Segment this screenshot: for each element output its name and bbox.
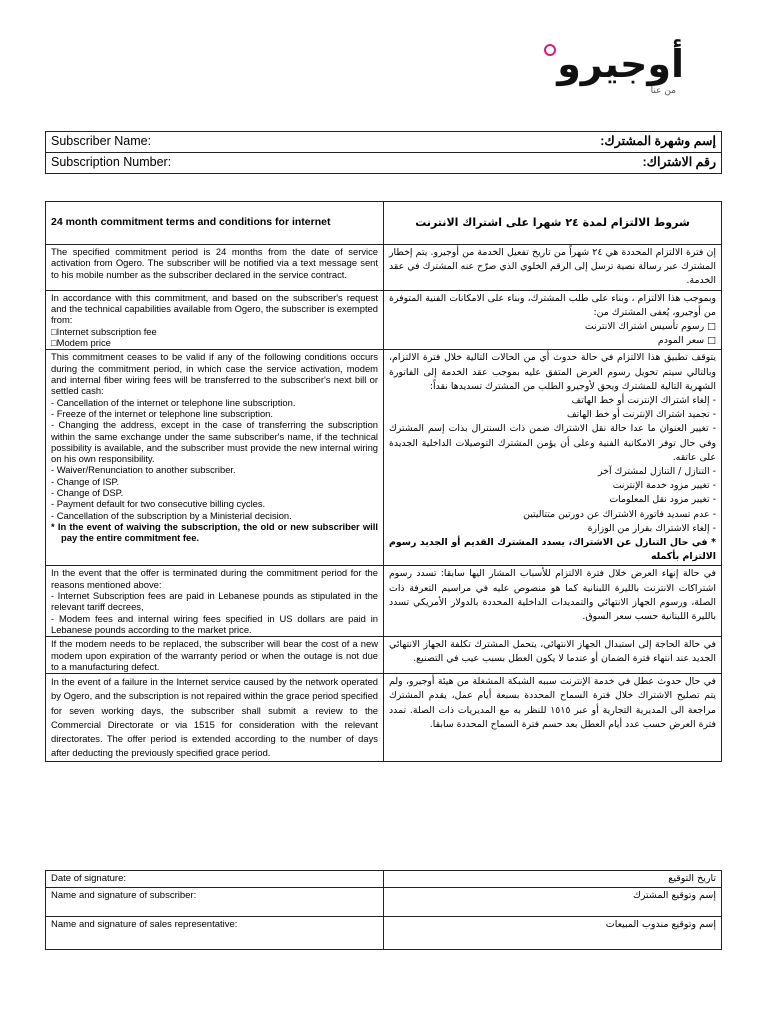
list-item: - Payment default for two consecutive billing cycles. (51, 498, 266, 510)
conditions-ar (384, 350, 722, 566)
subscriber-info-table (45, 131, 722, 174)
signature-date-label: Date of signature: (46, 871, 384, 888)
sales-rep-signature-label: Name and signature of sales representative: (46, 917, 384, 950)
terms-row-period (46, 245, 722, 291)
subscriber-signature-label: Name and signature of subscriber: (46, 888, 384, 917)
failure-en: In the event of a failure in the Internet service caused by the network operated by Ogero, and the subscription is not repaired within the grace period specified for seven working days, the subscriber shall submit a review to the Commercial Directorate or via 1515 for consideration with the relevant directorates. The offer period is extended according to the number of days after deducting the previously specified grace period. (46, 674, 384, 762)
list-item: - Cancellation of the internet or telephone line subscription. (51, 396, 296, 408)
waiver-note-ar (389, 536, 716, 564)
list-item: - تغيير العنوان ما عدا حالة نقل الاشتراك ضمن ذات السنترال بذات إسم المشترك وفي حال توفر الامكانية الفنية وعلى أن يؤمن المشترك التوصيلات الداخلية الجديدة على عاتقه. (389, 423, 716, 463)
list-item: - تجميد اشتراك الإنترنت أو خط الهاتف (566, 409, 716, 421)
exemption-intro-ar: وبموجب هذا الالتزام ، وبناء على طلب المشترك، وبناء على الامكانات الفنية المتوفرة من أوجيرو، يُعفى المشترك من: (389, 292, 716, 318)
ogero-logo (554, 42, 684, 102)
waiver-note-ar-text: في حال التنازل عن الاشتراك، يسدد المشترك القديم أو الجديد رسوم الالتزام بأكمله (389, 537, 716, 563)
exemption-item-en: □Modem price (51, 336, 111, 348)
list-item: - إلغاء الاشتراك بقرار من الوزارة (587, 522, 716, 534)
asterisk-icon: * (707, 537, 716, 549)
list-item: - تغيير مزود خدمة الإنترنت (612, 480, 716, 492)
list-item: - التنازل / التنازل لمشترك آخر (597, 466, 716, 478)
termination-en (46, 566, 384, 637)
exemption-intro-en: In accordance with this commitment, and based on the subscriber's request and the technical capabilities available from Ogero, the subscriber is exempted from: (51, 291, 378, 326)
subscription-number-label-ar: رقم الاشتراك: (384, 153, 722, 174)
conditions-list-en (51, 397, 378, 521)
termination-intro-en: In the event that the offer is terminated during the commitment period for the reasons mentioned above: (51, 567, 378, 590)
list-item: - Modem fees and internal wiring fees specified in US dollars are paid in Lebanese pounds according to the market price. (51, 612, 378, 635)
subscriber-signature-label-ar: إسم وتوقيع المشترك (384, 888, 722, 917)
sales-rep-signature-label-ar: إسم وتوقيع مندوب المبيعات (384, 917, 722, 950)
subscription-number-label: Subscription Number: (46, 153, 384, 174)
terms-title-ar: شروط الالتزام لمدة ٢٤ شهرا على اشتراك الانترنت (384, 202, 722, 245)
list-item: - Cancellation of the subscription by a Ministerial decision. (51, 509, 292, 521)
terms-title-row (46, 202, 722, 245)
sales-rep-signature-row (46, 917, 722, 950)
terms-table (45, 201, 722, 762)
signature-table (45, 870, 722, 950)
waiver-note-en (51, 521, 378, 544)
list-item: - Freeze of the internet or telephone line subscription. (51, 407, 274, 419)
exemption-item-ar: □ رسوم تأسيس اشتراك الانترنت (584, 321, 716, 333)
terms-title-en: 24 month commitment terms and conditions for internet (46, 202, 384, 245)
exemption-item-ar: □ سعر المودم (657, 335, 716, 347)
failure-ar: في حال حدوث عطل في خدمة الإنترنت سببه الشبكة المشغلة من هيئة أوجيرو، ولم يتم تصليح الاشتراك خلال فترة السماح المحددة بسبعة أيام عمل، يقدم المشترك مراجعة الى المديرية التجارية أو عبر ١٥١٥ للنظر به مع المديريات ذات الصلة. تمدد فترة العرض حسب عدد أيام العطل بعد حسم فترة السماح المحددة سابقا. (384, 674, 722, 762)
terms-row-failure (46, 674, 722, 762)
list-item: - Change of ISP. (51, 475, 120, 487)
period-en: The specified commitment period is 24 months from the date of service activation from Ogero. The subscriber will be notified via a text message sent to his mobile number as the subscriber declared in the service contract. (46, 245, 384, 291)
conditions-intro-ar: يتوقف تطبيق هذا الالتزام في حالة حدوث أي من الحالات التالية خلال فترة الالتزام، وبالتالي سيتم تحويل رسوم العرض المتفق عليه بموجب عقد الخدمة إلى الفاتورة الشهرية التالية للمشترك ويحق لأوجيرو الطلب من المشترك تسديدها نقداً: (389, 352, 716, 392)
conditions-en (46, 350, 384, 566)
subscriber-name-row (46, 132, 722, 153)
waiver-note-en-text: In the event of waiving the subscription, the old or new subscriber will pay the entire commitment fee. (57, 520, 378, 544)
list-item: - Internet Subscription fees are paid in Lebanese pounds as stipulated in the relevant tariff decrees, (51, 590, 378, 613)
conditions-intro-en: This commitment ceases to be valid if any of the following conditions occurs during the commitment period, in which case the service activation, modem and internal fiber wiring fees will be transferred to the subscriber's next bill or settled cash: (51, 351, 378, 397)
list-item: - عدم تسديد فاتورة الاشتراك عن دورتين متتاليتين (523, 508, 716, 520)
list-item: - Waiver/Renunciation to another subscriber. (51, 464, 236, 476)
terms-row-modem (46, 637, 722, 674)
signature-date-label-ar: تاريخ التوقيع (384, 871, 722, 888)
subscriber-signature-row (46, 888, 722, 917)
logo-wordmark: أوجيرو (557, 42, 684, 86)
subscriber-name-label: Subscriber Name: (46, 132, 384, 153)
list-item: - Changing the address, except in the case of transferring the subscription within the same exchange under the same subscriber's name, if the technical possibility is available, and the subscriber must provide the new internal wiring on his own responsibility. (51, 419, 378, 465)
terms-row-conditions (46, 350, 722, 566)
terms-row-exemption (46, 290, 722, 350)
exemption-item-en: □Internet subscription fee (51, 325, 157, 337)
signature-date-row (46, 871, 722, 888)
logo-tagline: من عنا (650, 86, 676, 96)
exemption-ar (384, 290, 722, 350)
subscriber-name-label-ar: إسم وشهرة المشترك: (384, 132, 722, 153)
list-item: - تغيير مزود نقل المعلومات (609, 494, 716, 506)
conditions-list-ar (389, 394, 716, 536)
period-ar: إن فترة الالتزام المحددة هي ٢٤ شهراً من تاريخ تفعيل الخدمة من أوجيرو. يتم إخطار المشترك عبر رسالة نصية ترسل إلى الرقم الخلوي الذي صرّح عنه المشترك في عقد الخدمة. (384, 245, 722, 291)
modem-en: If the modem needs to be replaced, the subscriber will bear the cost of a new modem upon expiration of the warranty period or when the outage is not due to a manufacturing defect. (46, 637, 384, 674)
list-item: - Change of DSP. (51, 486, 124, 498)
exemption-en (46, 290, 384, 350)
logo-dot-icon (544, 44, 556, 56)
asterisk-icon: * (51, 520, 58, 532)
subscription-number-row (46, 153, 722, 174)
termination-ar: في حالة إنهاء العرض خلال فترة الالتزام للأسباب المشار اليها سابقا: تسدد رسوم اشتراكات الانترنت بالليرة اللبنانية كما هو منصوص عليه في مراسيم التعرفة ذات الصلة، ورسوم الجهاز الانتهائي والتمديدات الداخلية المحددة بالدولار الأمريكي تسدد بالليرة اللبنانية حسب سعر السوق. (384, 566, 722, 637)
terms-row-termination (46, 566, 722, 637)
list-item: - إلغاء اشتراك الإنترنت أو خط الهاتف (571, 395, 716, 407)
modem-ar: في حالة الحاجة إلى استبدال الجهاز الانتهائي، يتحمل المشترك تكلفة الجهاز الانتهائي الجديد عند انتهاء فترة الضمان أو عندما لا يكون العطل بسبب عيب في التصنيع. (384, 637, 722, 674)
